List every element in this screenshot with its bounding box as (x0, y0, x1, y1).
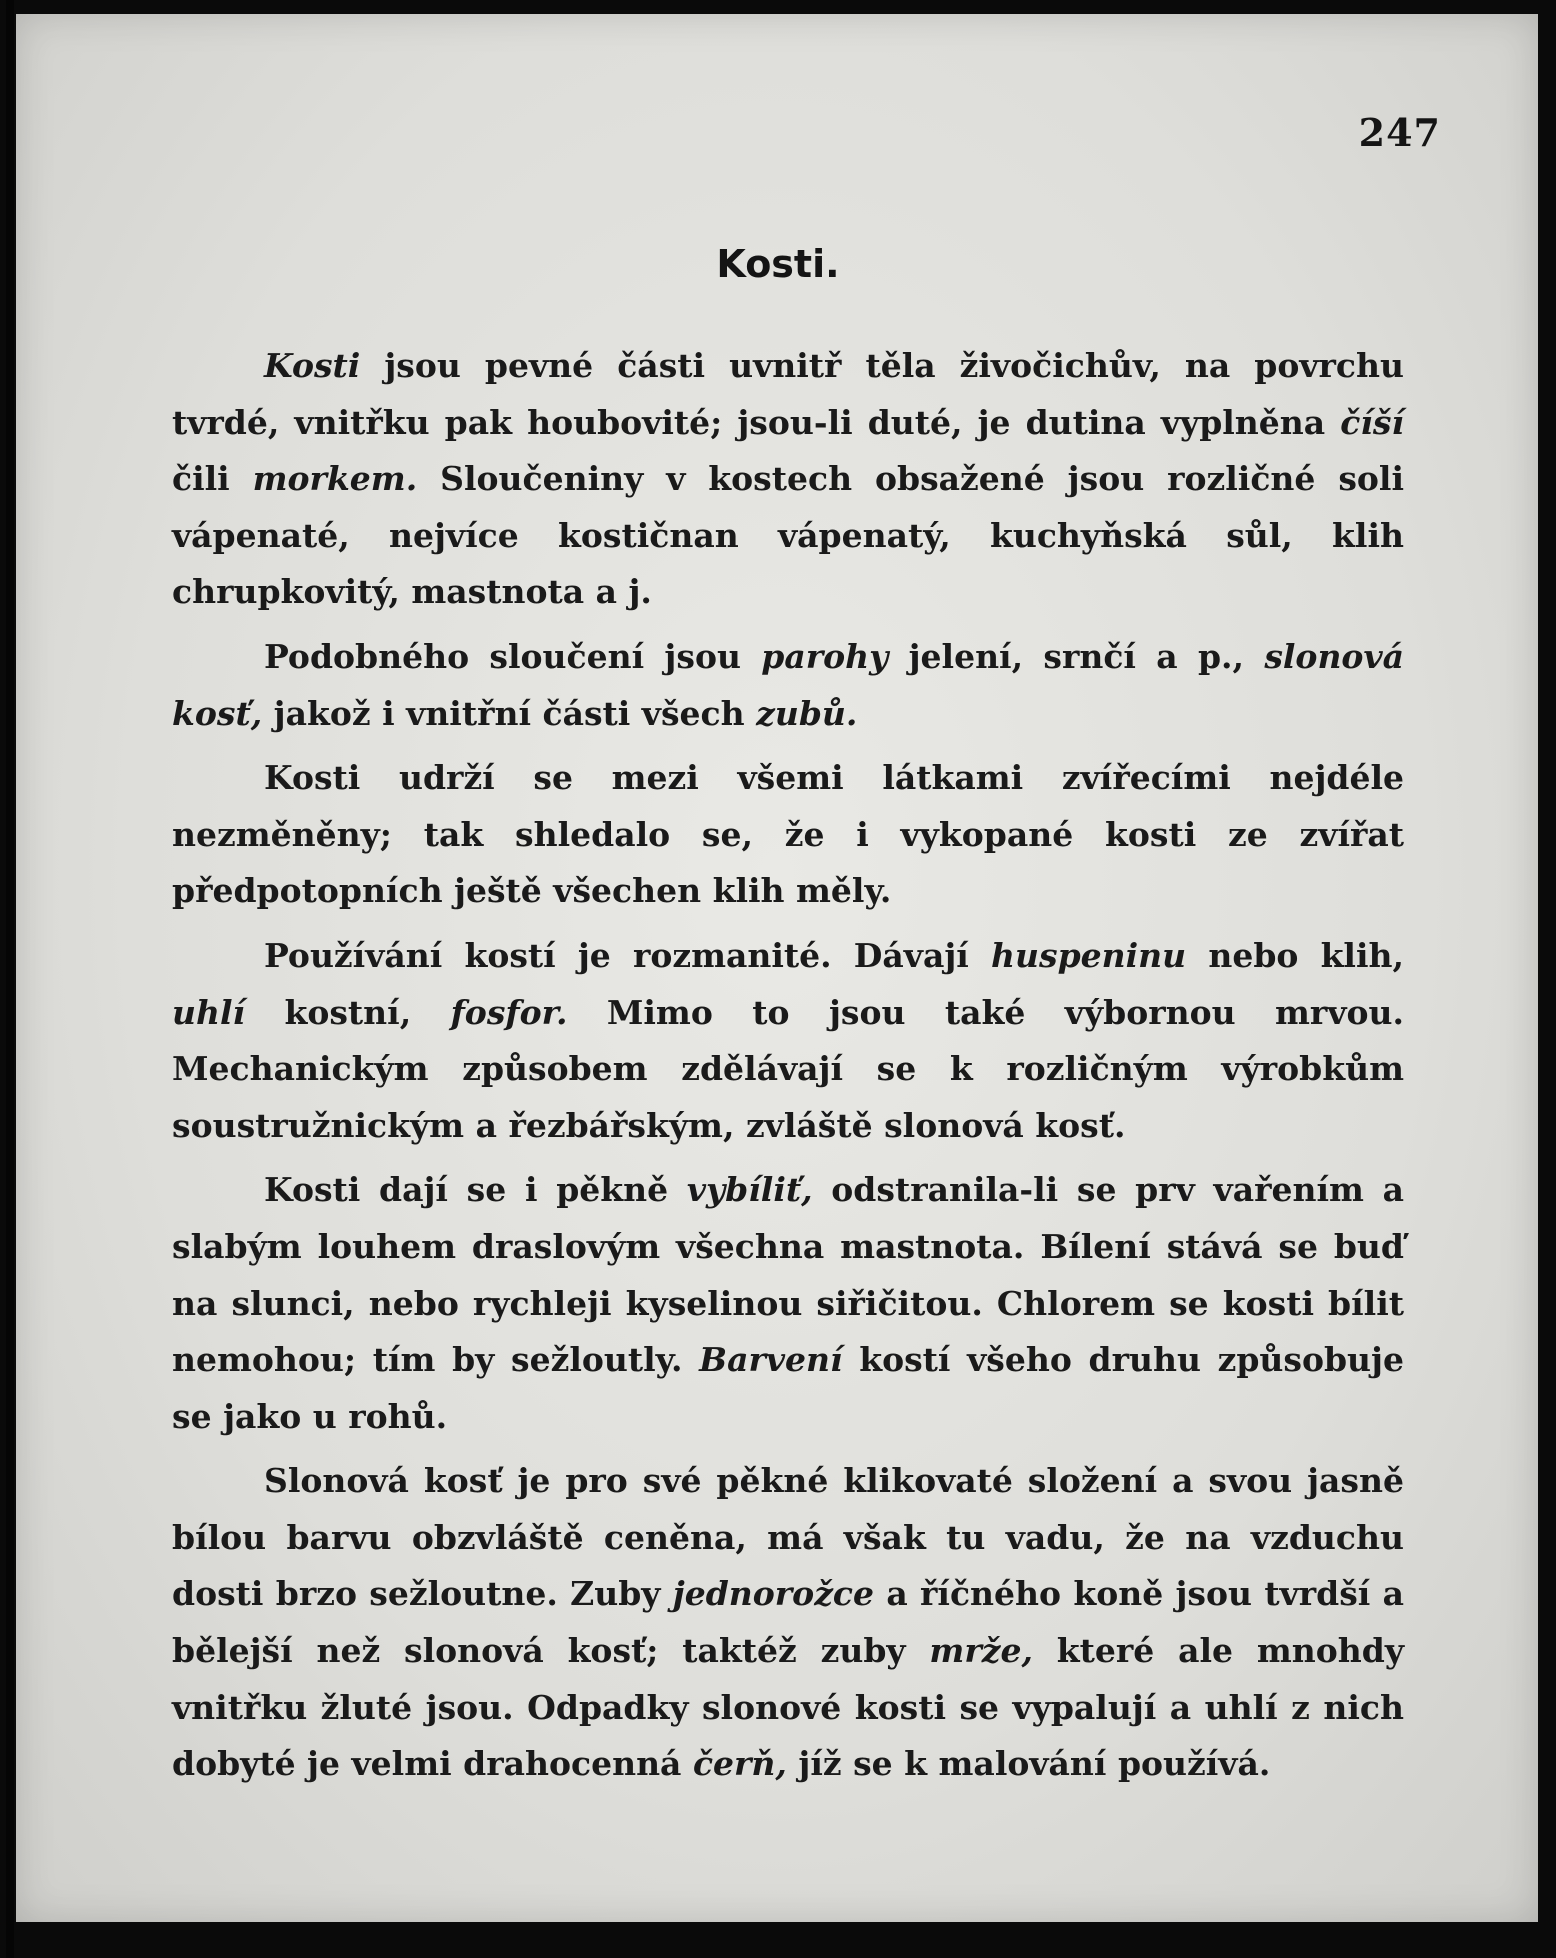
text-run: jsou pevné části uvnitř těla živočichův, na povrchu tvrdé, vnitřku pak houbovité; jsou-li duté, je dutina vyplněna (172, 346, 1404, 442)
italic-term: uhlí (172, 992, 246, 1032)
text-run: Mimo to jsou také výbornou mrvou. Mechanickým způsobem zdělávají se k rozličným výrobkům soustružnickým a řezbářským, zvláště slonová kosť. (172, 992, 1404, 1145)
italic-term: morkem. (252, 459, 418, 499)
italic-term: Kosti (264, 346, 361, 385)
text-run: a říčného koně jsou tvrdší a bělejší než slonová kosť; taktéž zuby (172, 1574, 1404, 1671)
italic-term: parohy (761, 636, 889, 676)
text-run: odstranila-li se prv vařením a slabým louhem draslovým všechna mastnota. Bílení stává se buď na slunci, nebo rychleji kyselinou siřičitou. Chlorem se kosti bílit nemohou; tím by sežloutly. (172, 1170, 1404, 1380)
italic-term: slonová kosť, (172, 636, 1404, 733)
italic-term: čerň, (692, 1744, 787, 1784)
page-number: 247 (1358, 110, 1441, 155)
text-run: jíž se k malování používá. (786, 1744, 1271, 1784)
section-heading: Kosti. (716, 242, 840, 286)
text-run: nebo klih, (1186, 935, 1404, 975)
text-run: Kosti dají se i pěkně (264, 1170, 687, 1210)
paragraph (172, 1453, 1404, 1793)
text-run: kostní, (245, 992, 451, 1032)
paragraph (172, 338, 1404, 621)
italic-term: Barvení (699, 1340, 843, 1380)
text-run: Sloučeniny v kostech obsažené jsou rozličné soli vápenaté, nejvíce kostičnan vápenatý, kuchyňská sůl, klih chrupkovitý, mastnota a j. (172, 459, 1404, 612)
paragraph (172, 1162, 1404, 1445)
binding-edge (6, 0, 14, 1958)
italic-term: číší (1340, 402, 1404, 442)
italic-term: mrže, (929, 1631, 1033, 1671)
paragraph (172, 629, 1404, 742)
paragraph (172, 928, 1404, 1154)
text-run: které ale mnohdy vnitřku žluté jsou. Odpadky slonové kosti se vypalují a uhlí z nich dobyté je velmi drahocenná (172, 1631, 1404, 1784)
text-run: Podobného sloučení jsou (264, 636, 762, 676)
italic-term: fosfor. (450, 992, 568, 1032)
body-text (172, 338, 1404, 1801)
text-run: Kosti udrží se mezi všemi látkami zvířecími nejdéle nezměněny; tak shledalo se, že i vykopané kosti ze zvířat předpotopních ještě všechen klih měly. (172, 758, 1404, 911)
text-run: jakož i vnitřní části všech (262, 693, 757, 733)
text-run: Používání kostí je rozmanité. Dávají (264, 935, 992, 975)
italic-term: zubů. (756, 693, 858, 733)
italic-term: jednorožce (672, 1574, 875, 1614)
italic-term: vybíliť, (686, 1170, 813, 1210)
text-run: jelení, srnčí a p., (888, 636, 1265, 676)
text-run: Slonová kosť je pro své pěkné klikovaté složení a svou jasně bílou barvu obzvláště ceněna, má však tu vadu, že na vzduchu dosti brzo sežloutne. Zuby (172, 1461, 1404, 1614)
text-run: čili (172, 459, 253, 499)
text-run: kostí všeho druhu způsobuje se jako u rohů. (172, 1340, 1404, 1436)
paragraph (172, 750, 1404, 920)
italic-term: huspeninu (991, 935, 1187, 975)
